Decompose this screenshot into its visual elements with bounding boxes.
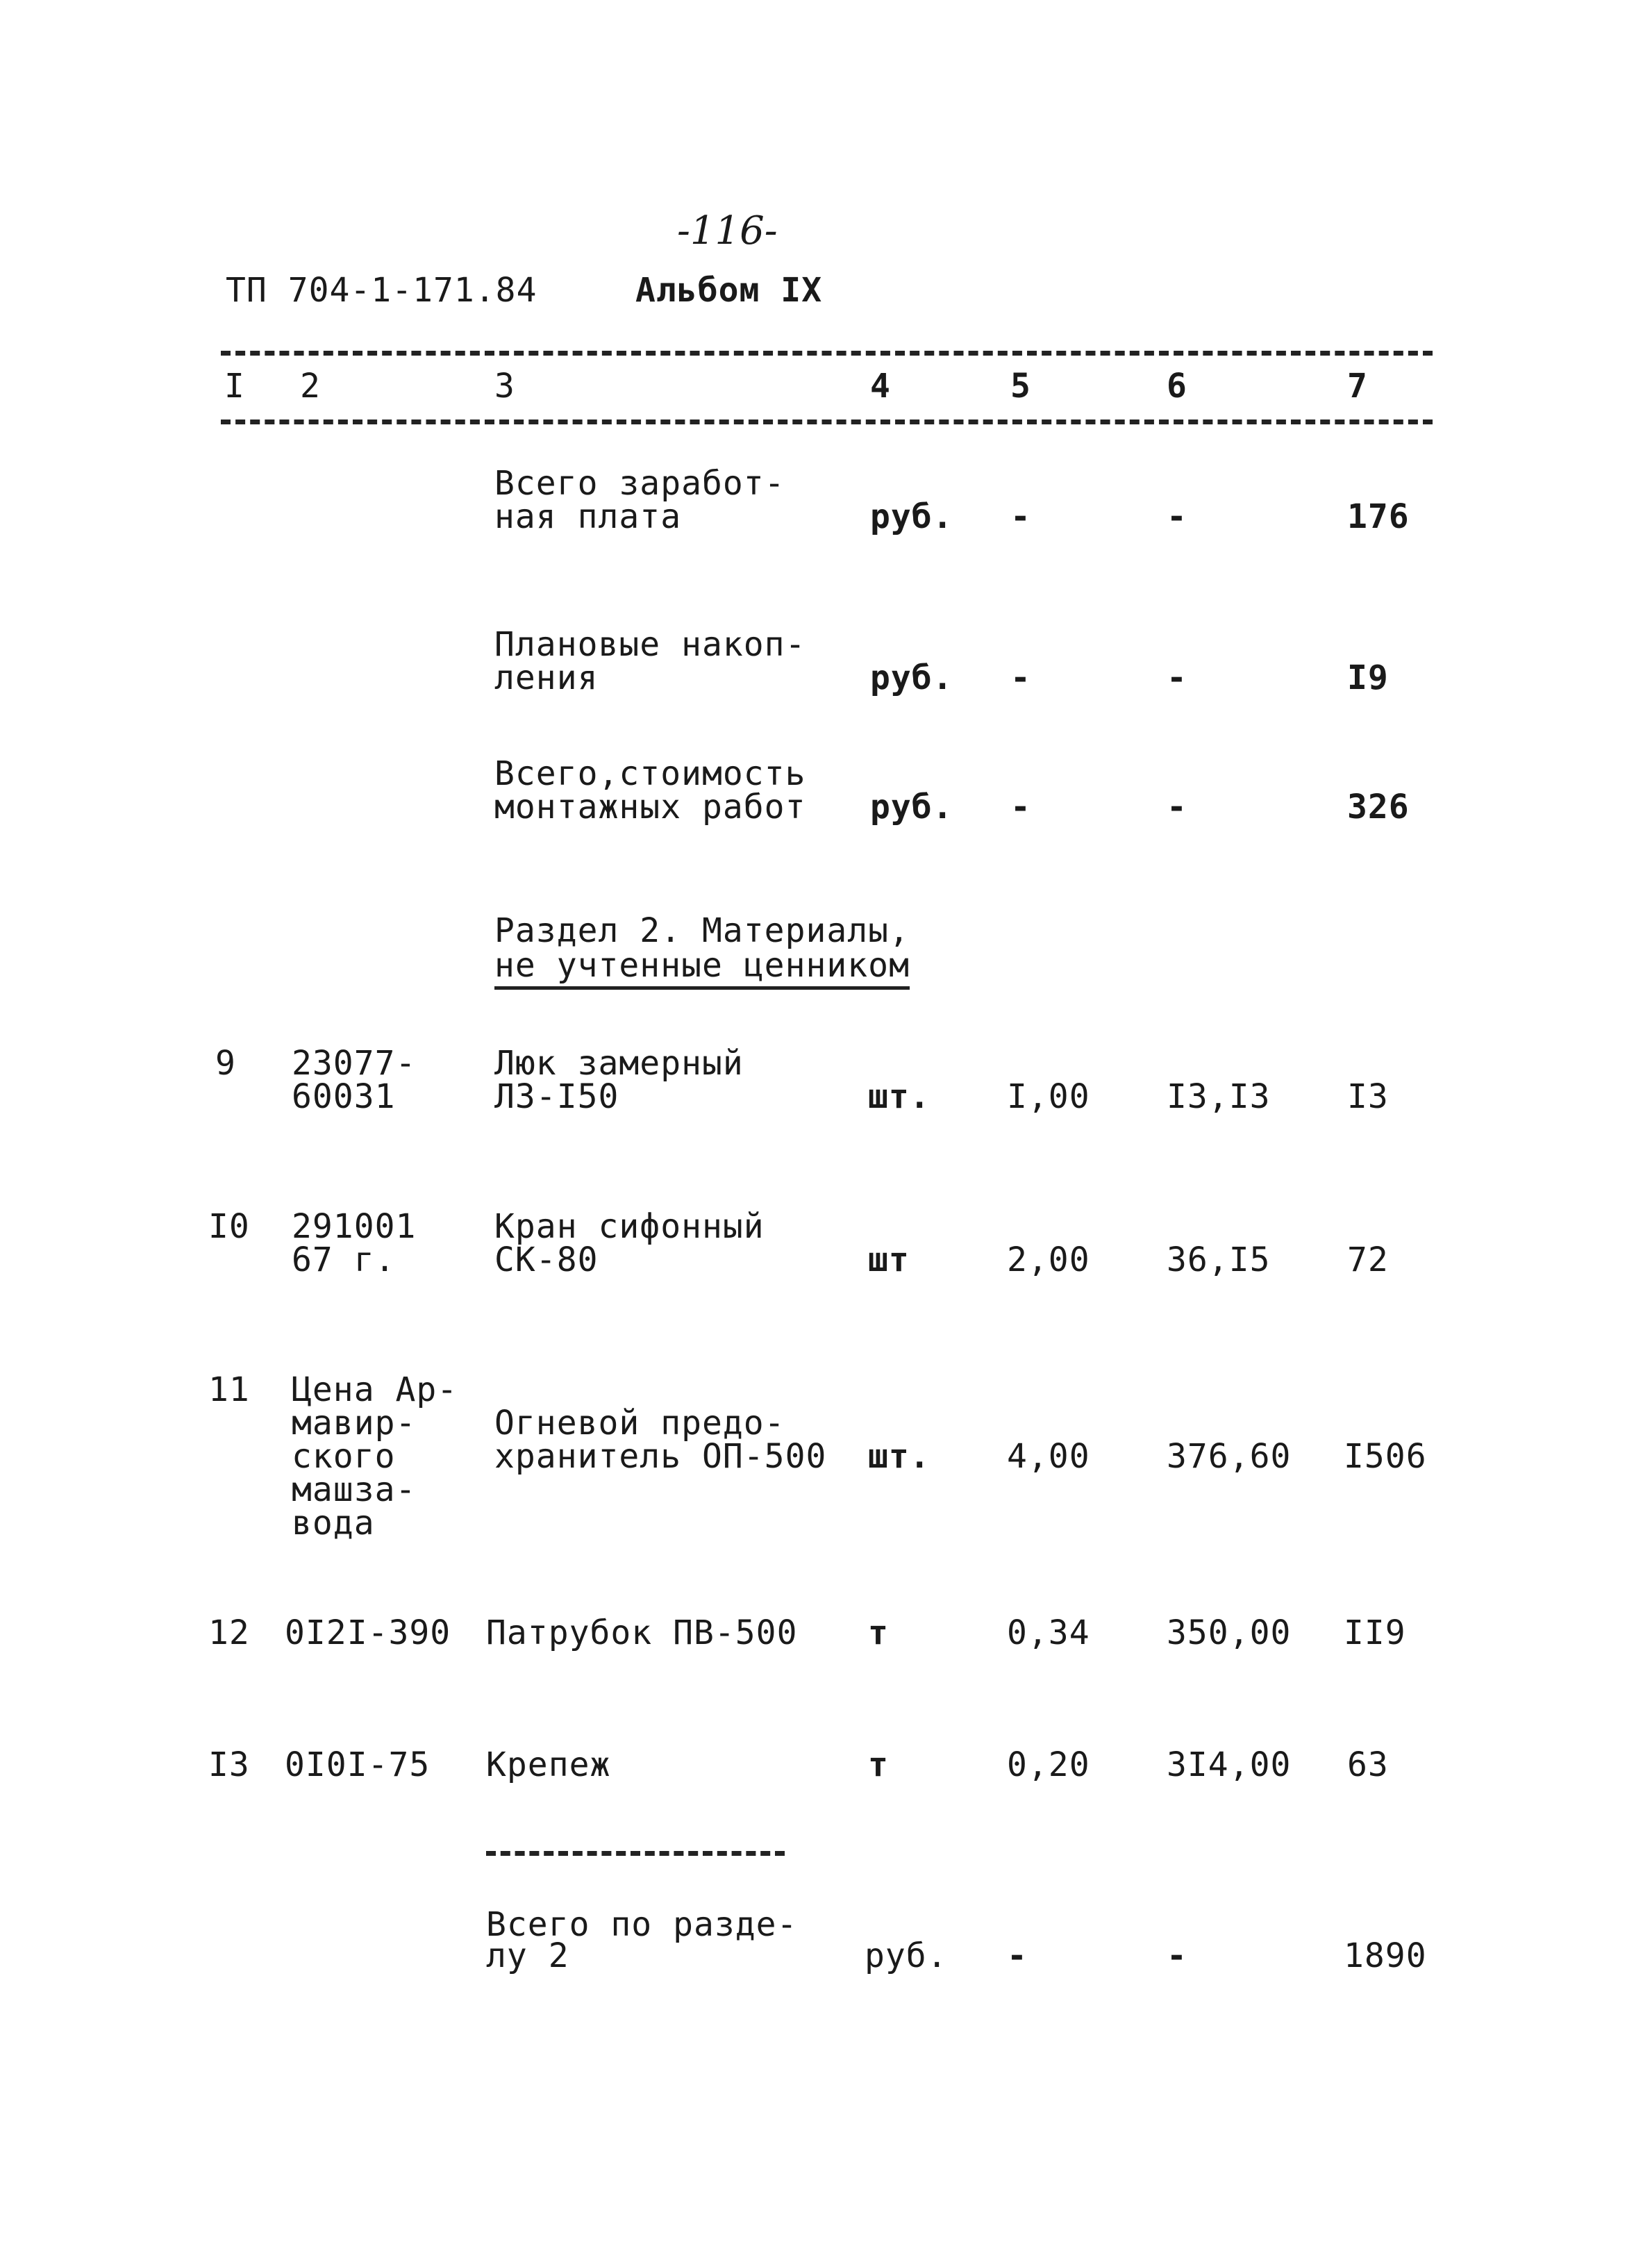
row-total: II9 xyxy=(1344,1613,1406,1652)
row-name-line1: Кран сифонный xyxy=(494,1207,765,1246)
col-header-1: I xyxy=(224,367,245,406)
summary-col7: 326 xyxy=(1347,788,1410,827)
summary-col6: - xyxy=(1167,497,1187,536)
row-number: I0 xyxy=(208,1207,250,1246)
summary-col7: I9 xyxy=(1347,658,1389,697)
album-label: Альбом IX xyxy=(635,271,823,310)
row-number: I3 xyxy=(208,1745,250,1784)
row-code-line2: 60031 xyxy=(292,1077,396,1116)
header-top-rule xyxy=(221,351,1433,356)
row-price: 350,00 xyxy=(1167,1613,1292,1652)
total-col5: - xyxy=(1007,1936,1028,1975)
summary-label-line1: Всего заработ- xyxy=(494,464,785,503)
section-heading: Раздел 2. Материалы, xyxy=(494,911,910,950)
total-col6: - xyxy=(1167,1936,1187,1975)
summary-label-line2: монтажных работ xyxy=(494,788,806,827)
row-qty: 0,34 xyxy=(1007,1613,1090,1652)
total-col7: 1890 xyxy=(1344,1936,1427,1975)
summary-label-line1: Плановые накоп- xyxy=(494,625,806,664)
row-code-line2: мавир- xyxy=(292,1404,417,1443)
row-name-line2: СК-80 xyxy=(494,1240,599,1279)
total-unit: руб. xyxy=(865,1936,948,1975)
row-name-line1: Патрубок ПВ-500 xyxy=(486,1613,798,1652)
row-price: 3I4,00 xyxy=(1167,1745,1292,1784)
row-number: 11 xyxy=(208,1370,250,1409)
row-name-line2: ЛЗ-I50 xyxy=(494,1077,619,1116)
row-name-line1: Люк замерный xyxy=(494,1044,744,1083)
col-header-6: 6 xyxy=(1167,367,1187,406)
row-qty: 4,00 xyxy=(1007,1437,1090,1476)
total-separator-rule xyxy=(486,1851,785,1856)
row-name-line1: Огневой предо- xyxy=(494,1404,785,1443)
summary-col6: - xyxy=(1167,788,1187,827)
row-total: 63 xyxy=(1347,1745,1389,1784)
row-unit: шт. xyxy=(868,1077,931,1116)
row-qty: 0,20 xyxy=(1007,1745,1090,1784)
summary-label-line2: ления xyxy=(494,658,599,697)
row-code-line1: 291001 xyxy=(292,1207,417,1246)
row-qty: I,00 xyxy=(1007,1077,1090,1116)
summary-label-line2: ная плата xyxy=(494,497,682,536)
row-code-line1: 0I2I-390 xyxy=(285,1613,451,1652)
row-code-line1: Цена Ар- xyxy=(292,1370,458,1409)
row-unit: шт xyxy=(868,1240,910,1279)
summary-label-line1: Всего,стоимость xyxy=(494,754,806,793)
document-code: ТП 704-1-171.84 xyxy=(226,271,537,310)
header-bottom-rule xyxy=(221,420,1433,424)
row-code-line1: 23077- xyxy=(292,1044,417,1083)
row-code-line1: 0I0I-75 xyxy=(285,1745,431,1784)
col-header-5: 5 xyxy=(1010,367,1031,406)
summary-unit: руб. xyxy=(870,497,953,536)
summary-col6: - xyxy=(1167,658,1187,697)
row-name-line2: хранитель ОП-500 xyxy=(494,1437,827,1476)
row-code-line3: ского xyxy=(292,1437,396,1476)
row-price: 376,60 xyxy=(1167,1437,1292,1476)
row-unit: шт. xyxy=(868,1437,931,1476)
row-unit: т xyxy=(868,1745,889,1784)
row-number: 9 xyxy=(215,1044,236,1083)
row-number: 12 xyxy=(208,1613,250,1652)
section-subheading xyxy=(494,947,910,983)
summary-col7: 176 xyxy=(1347,497,1410,536)
row-code-line4: машза- xyxy=(292,1470,417,1509)
page-number: -116- xyxy=(677,208,778,254)
row-price: 36,I5 xyxy=(1167,1240,1271,1279)
total-label-line2: лу 2 xyxy=(486,1936,569,1975)
row-total: I506 xyxy=(1344,1437,1427,1476)
summary-col5: - xyxy=(1010,497,1031,536)
row-unit: т xyxy=(868,1613,889,1652)
section-subheading-text: не учтенные ценником xyxy=(494,946,910,990)
col-header-4: 4 xyxy=(870,367,891,406)
col-header-3: 3 xyxy=(494,367,515,406)
row-total: I3 xyxy=(1347,1077,1389,1116)
summary-unit: руб. xyxy=(870,658,953,697)
row-total: 72 xyxy=(1347,1240,1389,1279)
summary-col5: - xyxy=(1010,788,1031,827)
summary-unit: руб. xyxy=(870,788,953,827)
col-header-7: 7 xyxy=(1347,367,1368,406)
row-price: I3,I3 xyxy=(1167,1077,1271,1116)
row-code-line5: вода xyxy=(292,1504,375,1543)
row-code-line2: 67 г. xyxy=(292,1240,396,1279)
total-label-line1: Всего по разде- xyxy=(486,1905,798,1944)
row-qty: 2,00 xyxy=(1007,1240,1090,1279)
row-name-line1: Крепеж xyxy=(486,1745,611,1784)
col-header-2: 2 xyxy=(300,367,321,406)
summary-col5: - xyxy=(1010,658,1031,697)
